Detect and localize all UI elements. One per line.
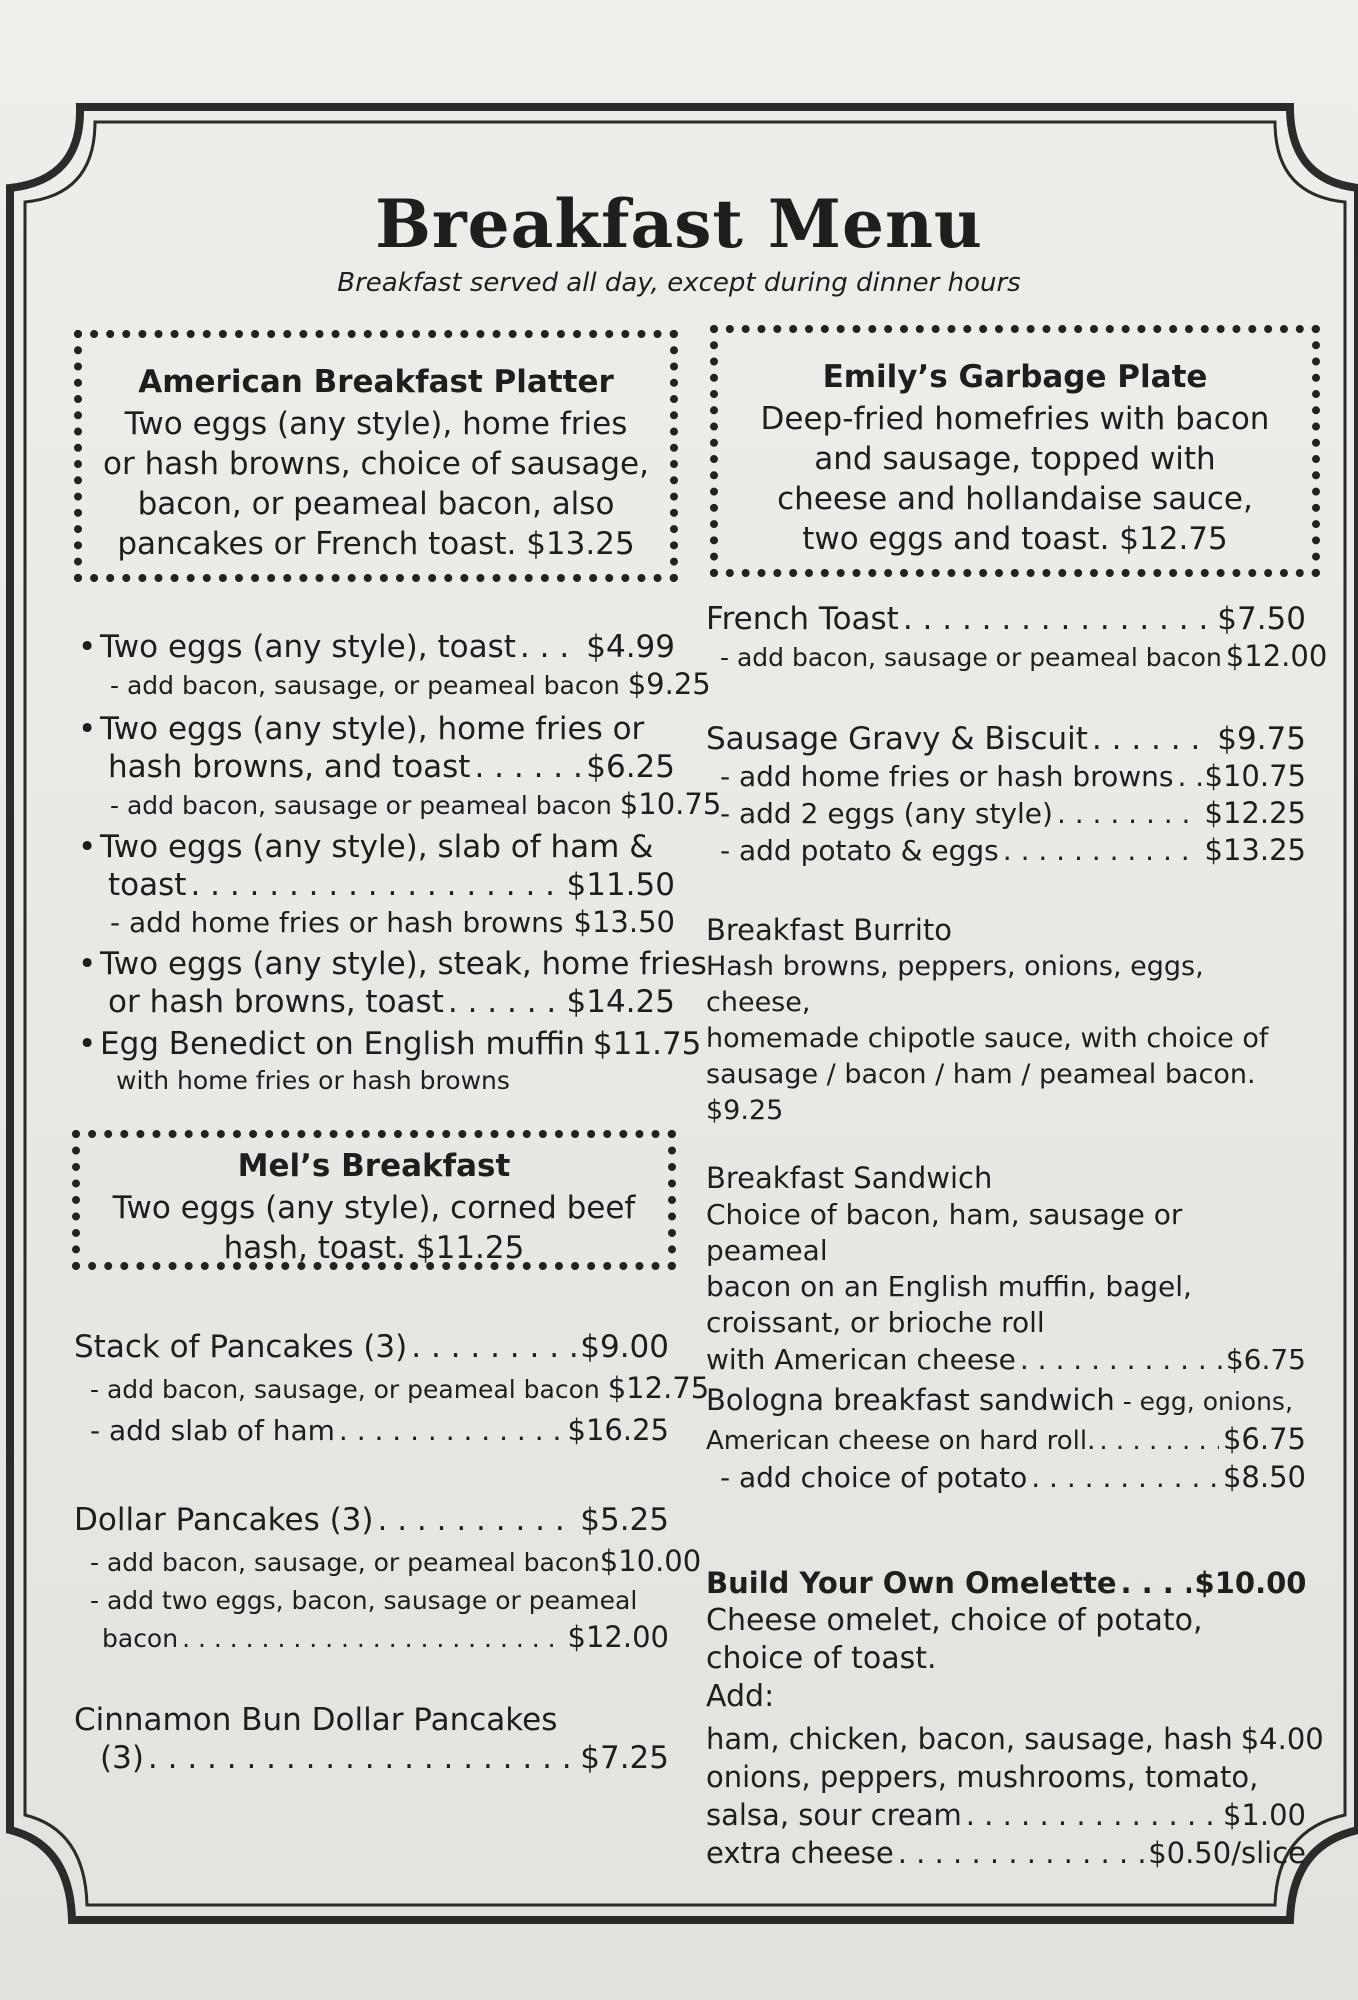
emily-plate-name: Emily’s Garbage Plate — [822, 359, 1208, 395]
menu-addon: - add bacon, sausage, or peameal bacon $12.75 — [90, 1371, 710, 1405]
menu-item: American cheese on hard roll. . . . $6.75 — [706, 1421, 1306, 1459]
mel-breakfast-box — [72, 1130, 676, 1270]
right-items — [706, 600, 1328, 1872]
menu-item-cont: hash browns, and toast . . . $6.25 — [100, 748, 675, 786]
sandwich-desc: Choice of bacon, ham, sausage or peameal bacon on an English muffin, bagel, croissant, or brioche roll — [706, 1198, 1192, 1339]
burrito-heading: Breakfast Burrito — [706, 913, 953, 947]
menu-item: • Two eggs (any style), slab of ham & — [100, 828, 675, 866]
menu-addon: - add choice of potato . . . $8.50 — [706, 1459, 1306, 1496]
emily-plate-box — [710, 325, 1320, 577]
omelette-desc: Cheese omelet, choice of potato, choice of toast. Add: — [706, 1603, 1203, 1714]
menu-item: Stack of Pancakes (3) . . . $9.00 — [74, 1328, 669, 1366]
menu-addon: - add bacon, sausage or peameal bacon $10.75 — [110, 787, 722, 821]
bologna-heading: Bologna breakfast sandwich - egg, onions, — [706, 1383, 1293, 1417]
menu-item: • Two eggs (any style), home fries or — [100, 710, 675, 748]
sandwich-heading: Breakfast Sandwich — [706, 1161, 993, 1195]
menu-item: • Egg Benedict on English muffin $11.75 — [100, 1025, 675, 1063]
menu-item: • Two eggs (any style), toast . . . $4.99 — [100, 628, 675, 666]
menu-addon: bacon . . . $12.00 — [74, 1619, 669, 1657]
menu-item-cont: or hash browns, toast . . . $14.25 — [100, 983, 675, 1021]
menu-subtitle: Breakfast served all day, except during dinner hours — [337, 268, 1021, 298]
omelette-addon: onions, peppers, mushrooms, tomato, — [706, 1760, 1259, 1794]
mel-breakfast-desc: Two eggs (any style), corned beef hash, toast. $11.25 — [112, 1190, 636, 1266]
menu-addon: - add bacon, sausage, or peameal bacon $10.00 — [90, 1544, 702, 1578]
american-platter-box — [74, 330, 678, 582]
menu-addon: - add 2 eggs (any style) . . . $12.25 — [706, 795, 1306, 832]
menu-item-cont: toast . . . $11.50 — [100, 866, 675, 904]
mel-breakfast-name: Mel’s Breakfast — [237, 1148, 511, 1184]
menu-item: • Two eggs (any style), steak, home fries — [100, 945, 675, 983]
menu-item: with American cheese . . . $6.75 — [706, 1341, 1306, 1379]
omelette-heading: Build Your Own Omelette . . . $10.00 — [706, 1564, 1306, 1602]
menu-item: French Toast . . . $7.50 — [706, 600, 1306, 638]
menu-addon: - add home fries or hash browns . . . $13.50 — [100, 904, 675, 941]
menu-addon: - add home fries or hash browns . . . $10.75 — [706, 758, 1306, 795]
burrito-desc: Hash browns, peppers, onions, eggs, cheese, homemade chipotle sauce, with choice of sausage / bacon / ham / peameal bacon. $9.25 — [706, 951, 1269, 1126]
pancake-items — [74, 1328, 710, 1777]
menu-addon: - add potato & eggs . . . $13.25 — [706, 832, 1306, 869]
menu-item: Sausage Gravy & Biscuit . . . $9.75 — [706, 720, 1306, 758]
american-platter-desc: Two eggs (any style), home fries or hash browns, choice of sausage, bacon, or peameal bacon, also pancakes or French toast. $13.25 — [103, 406, 649, 562]
emily-plate-desc: Deep-fried homefries with bacon and sausage, topped with cheese and hollandaise sauce, two eggs and toast. $12.75 — [760, 401, 1270, 557]
menu-addon: - add bacon, sausage or peameal bacon $12.00 — [720, 639, 1328, 673]
menu-addon: with home fries or hash browns — [116, 1066, 510, 1095]
omelette-addon: extra cheese . . . $0.50/slice — [706, 1834, 1306, 1872]
menu-addon: - add bacon, sausage, or peameal bacon $9.25 — [110, 667, 711, 701]
menu-item-cont: (3) . . . $7.25 — [74, 1739, 669, 1777]
menu-title: Breakfast Menu — [375, 185, 983, 263]
omelette-addon: salsa, sour cream . . . $1.00 — [706, 1796, 1306, 1834]
egg-items — [100, 628, 722, 1099]
menu-addon: - add slab of ham . . . $16.25 — [74, 1412, 669, 1449]
omelette-addon: ham, chicken, bacon, sausage, hash $4.00 — [706, 1722, 1324, 1756]
menu-item: Cinnamon Bun Dollar Pancakes — [74, 1702, 558, 1738]
menu-addon: - add two eggs, bacon, sausage or peameal — [90, 1586, 638, 1615]
american-platter-name: American Breakfast Platter — [138, 364, 614, 400]
menu-item: Dollar Pancakes (3) . . . $5.25 — [74, 1501, 669, 1539]
